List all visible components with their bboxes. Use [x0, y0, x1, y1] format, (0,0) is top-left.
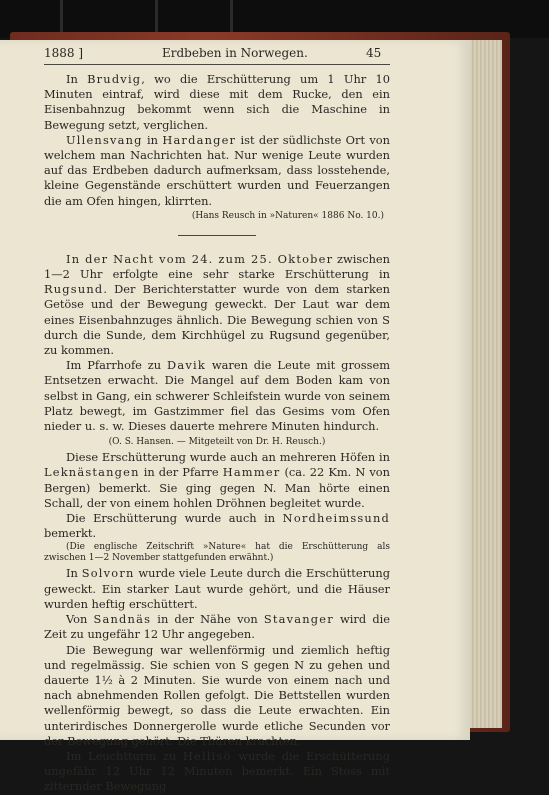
paragraph: Im Pfarrhofe zu Davik waren die Leute mit grossem Entsetzen erwacht. Die Mangel auf dem Boden kam von selbst in Gang, ein schwerer Schleifstein wurde von seinem Platz bewegt, im Gastzimmer fiel das Gesims vom Ofen nieder u. s. w. Dieses dauerte mehrere Minuten hindurch.	[44, 358, 390, 434]
header-title: Erdbeben in Norwegen.	[162, 46, 308, 60]
section-divider	[178, 235, 256, 236]
paragraph: Die Erschütterung wurde auch in Nordheimssund bemerkt.	[44, 511, 390, 541]
paragraph: Diese Erschütterung wurde auch an mehreren Höfen in Leknästangen in der Pfarre Hammer (ca. 22 Km. N von Bergen) bemerkt. Sie ging gegen N. Man hörte einen Schall, der von einem hohlen Dröhnen begleitet wurde.	[44, 450, 390, 510]
paragraph: In Brudvig, wo die Erschütterung um 1 Uhr 10 Minuten eintraf, wird diese mit dem Rucke, den ein Eisenbahnzug bekommt wenn sich die Maschine in Bewegung setzt, verglichen.	[44, 72, 390, 132]
paragraph: Ullensvang in Hardanger ist der südlichste Ort von welchem man Nachrichten hat. Nur wenige Leute wurden auf das Erdbeben dadurch aufmerksam, dass losstehende, kleine Gegenstände erschüttert wurden und Feuerzangen die am Ofen hingen, klirrten.	[44, 132, 390, 208]
header-rule	[44, 64, 390, 65]
paragraph: Die Bewegung war wellenförmig und ziemlich heftig und regelmässig. Sie schien von S gegen N zu gehen und dauerte 1½ à 2 Minuten. Sie wurde von einem nach und nach abnehmenden Rollen gefolgt. Die Bettstellen wurden wellenförmig bewegt, so dass die Leute erwachten. Ein unterirdisches Donnergerolle wurde etliche Secunden vor der Bewegung gehört. Die Thüren krachten.	[44, 642, 390, 748]
paragraph: In Solvorn wurde viele Leute durch die Erschütterung geweckt. Ein starker Laut wurde gehört, und die Häuser wurden heftig erschüttert.	[44, 566, 390, 611]
page-number: 45	[366, 46, 382, 60]
paragraph: Von Sandnäs in der Nähe von Stavanger wird die Zeit zu ungefähr 12 Uhr angegeben.	[44, 612, 390, 642]
paragraph: In der Nacht vom 24. zum 25. Oktober zwischen 1—2 Uhr erfolgte eine sehr starke Erschütterung in Rugsund. Der Berichterstatter wurde von dem starken Getöse und der Bewegung geweckt. Der Laut war dem eines Eisenbahnzuges ähnlich. Die Bewegung schien von S durch die Sunde, dem Kirchhügel zu Rugsund gegenüber, zu kommen.	[44, 251, 391, 358]
running-header	[44, 46, 384, 66]
source-citation: (O. S. Hansen. — Mitgeteilt von Dr. H. Reusch.)	[108, 437, 326, 448]
paragraph: Im Leuchtturm zu Hellisö wurde die Erschütterung ungefähr 12 Uhr 12 Minuten bemerkt. Ein Stoss mit zitternder Bewegung	[44, 748, 390, 794]
body-text	[44, 72, 390, 795]
header-year: 1888 ]	[44, 46, 84, 60]
source-citation: (Hans Reusch in »Naturen« 1886 No. 10.)	[191, 210, 384, 221]
footnote: (Die englische Zeitschrift »Nature« hat die Erschütterung als zwischen 1—2 November stattgefunden erwähnt.)	[44, 542, 390, 564]
